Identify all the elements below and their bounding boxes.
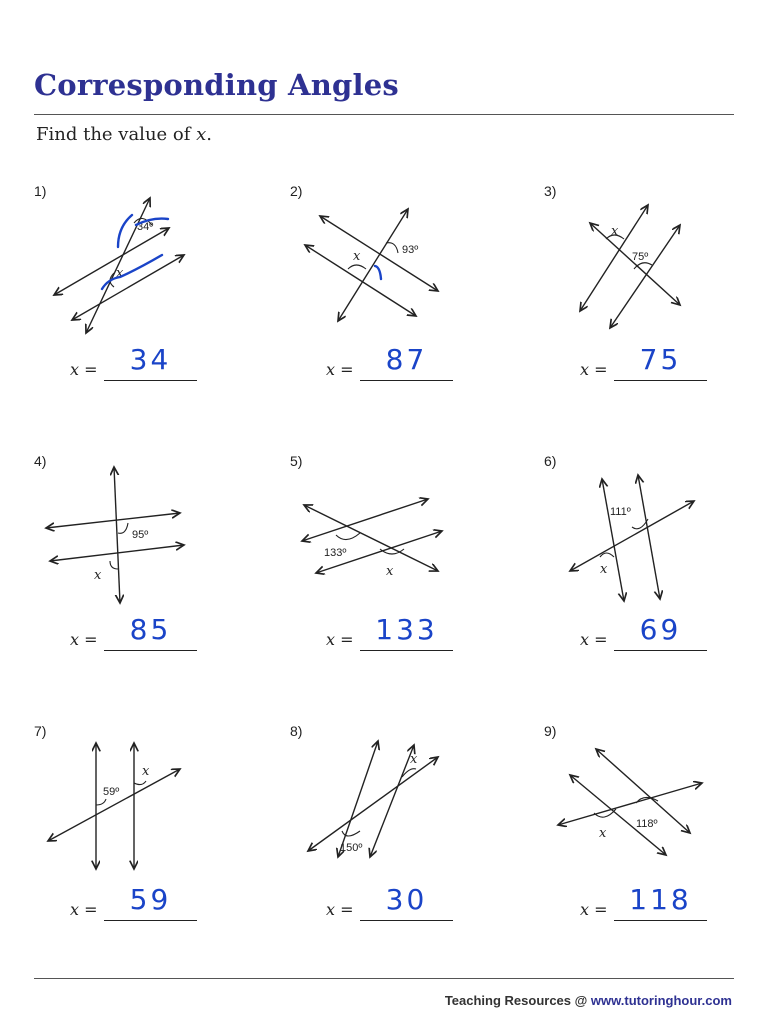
answer-line [360,380,453,381]
answer-label: x = [580,360,608,379]
x-label: x [410,752,418,767]
answer-label: x = [326,900,354,919]
angle-label: 75º [632,251,649,263]
problem-number: 2) [290,183,303,199]
answer-label: x = [326,630,354,649]
answer-line [614,650,707,651]
problem-7 [34,723,264,973]
instruction: Find the value of x. [36,124,213,145]
problem-9-figure [544,723,768,893]
problem-number: 7) [34,723,47,739]
answer-value: 118 [629,883,692,916]
answer-value: 87 [385,343,428,376]
answer-value: 30 [385,883,428,916]
footer-divider [34,978,734,979]
problem-9 [544,723,768,973]
angle-label: 59º [103,786,120,798]
answer-value: 69 [639,613,682,646]
answer-label: x = [70,360,98,379]
answer-line [360,920,453,921]
angle-label: 95º [132,529,149,541]
problem-number: 5) [290,453,303,469]
answer-line [104,650,197,651]
answer-line [104,380,197,381]
answer-label: x = [580,900,608,919]
x-label: x [353,249,361,264]
problem-number: 1) [34,183,47,199]
answer-label: x = [70,900,98,919]
angle-label: 133º [324,547,347,559]
answer-label: x = [326,360,354,379]
angle-label: 111º [610,506,631,518]
problem-number: 9) [544,723,557,739]
problem-4-figure [34,453,264,623]
angle-label: 118º [636,818,658,830]
angle-label: 34º [137,221,154,233]
x-label: x [94,568,102,583]
page-title: Corresponding Angles [34,68,399,102]
x-label: x [116,266,124,281]
footer: Teaching Resources @ www.tutoringhour.com [444,993,732,1008]
problem-6 [544,453,768,703]
problem-6-figure [544,453,768,623]
answer-line [104,920,197,921]
x-label: x [600,562,608,577]
problem-8-figure [290,723,520,893]
problem-1-figure [34,183,264,353]
handwritten-mark [375,266,381,279]
problem-number: 6) [544,453,557,469]
answer-line [360,650,453,651]
footer-link[interactable]: www.tutoringhour.com [590,993,732,1008]
angle-label: 150º [340,842,363,854]
x-label: x [386,564,394,579]
answer-label: x = [580,630,608,649]
answer-label: x = [70,630,98,649]
answer-value: 133 [375,613,438,646]
angle-label: 93º [402,244,419,256]
problem-3 [544,183,768,433]
answer-value: 59 [129,883,172,916]
x-label: x [599,826,607,841]
problem-number: 4) [34,453,47,469]
title-divider [34,114,734,115]
x-label: x [611,224,619,239]
problem-8 [290,723,520,973]
problem-2-figure [290,183,520,353]
answer-value: 85 [129,613,172,646]
problem-number: 8) [290,723,303,739]
problem-5-figure [290,453,520,623]
problem-number: 3) [544,183,557,199]
problem-3-figure [544,183,768,353]
problem-5 [290,453,520,703]
problem-7-figure [34,723,264,893]
answer-line [614,380,707,381]
handwritten-mark [118,215,132,247]
x-label: x [142,764,150,779]
answer-line [614,920,707,921]
answer-value: 75 [639,343,682,376]
problem-4 [34,453,264,703]
problem-1 [34,183,264,433]
problem-2 [290,183,520,433]
answer-value: 34 [129,343,172,376]
